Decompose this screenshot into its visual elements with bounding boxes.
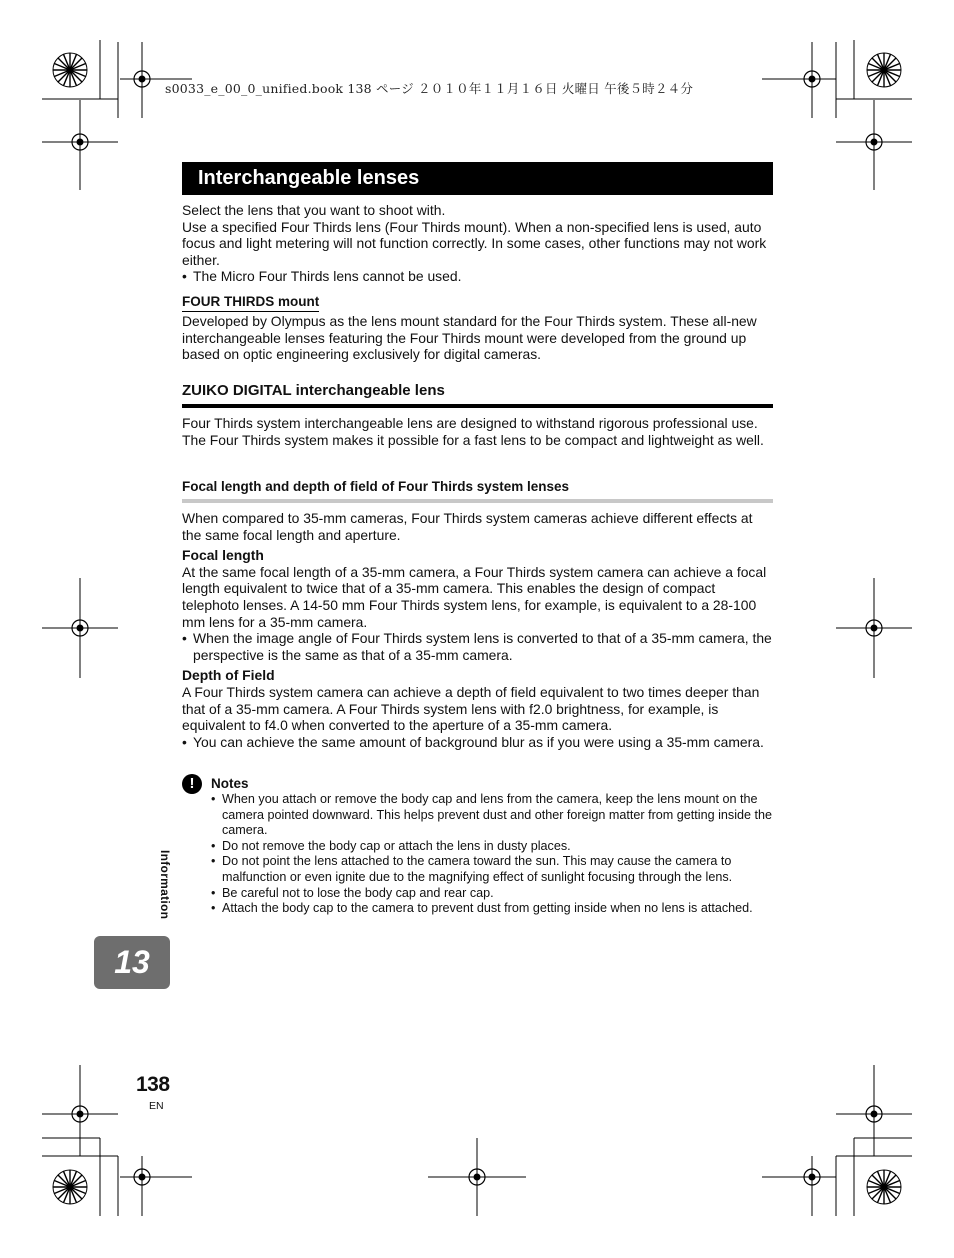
note-item: • Do not point the lens attached to the camera toward the sun. This may cause the camera to malfunction or even ignite due to the magnifying effect of sunlight focusing through the lens. [211,854,773,885]
depth-of-field-body: A Four Thirds system camera can achieve a depth of field equivalent to two times deeper than that of a 35-mm camera. A Four Thirds system lens with f2.0 brightness, for example, is equivalent to f4.0 when converted to the aperture of a 35-mm camera. [182,683,760,734]
notes-list [211,792,773,917]
note-item: • Do not remove the body cap or attach the lens in dusty places. [211,839,773,855]
focal-length-body: At the same focal length of a 35-mm camera, a Four Thirds system camera can achieve a focal length equivalent to twice that of a 35-mm camera. This enables the design of compact telephoto lenses. A 14-50 mm Four Thirds system lens, for example, is equivalent to a 28-100 mm lens for a 35-mm camera. [182,563,767,630]
focal-depth-intro: When compared to 35-mm cameras, Four Thirds system cameras achieve different effects at the same focal length and aperture. [182,510,753,543]
notes-exclamation-icon: ! [182,774,202,794]
depth-of-field-bullet: • You can achieve the same amount of background blur as if you were using a 35-mm camera. [182,734,773,751]
intro-paragraph: Use a specified Four Thirds lens (Four Thirds mount). When a non-specified lens is used, auto focus and light metering will not function correctly. In some cases, other functions may not work either. [182,218,767,268]
four-thirds-mount-heading: FOUR THIRDS mount [182,294,319,312]
intro-bullet: • The Micro Four Thirds lens cannot be used. [182,268,773,285]
print-header: s0033_e_00_0_unified.book 138 ページ ２０１０年１１月１６日 火曜日 午後５時２４分 [165,81,694,96]
note-item: • When you attach or remove the body cap and lens from the camera, keep the lens mount on the camera pointed downward. This helps prevent dust and other foreign matter from getting inside the camera. [211,792,773,839]
intro-line: Select the lens that you want to shoot with. [182,202,446,218]
four-thirds-mount-body: Developed by Olympus as the lens mount standard for the Four Thirds system. These all-new interchangeable lenses featuring the Four Thirds mount were developed from the ground up based on optic engineering exclusively for digital cameras. [182,313,757,363]
page-title: Interchangeable lenses [182,162,773,195]
focal-length-heading: Focal length [182,547,264,564]
section-divider [182,404,773,408]
subsection-divider [182,499,773,503]
chapter-side-label: Information [158,850,172,920]
depth-of-field-heading: Depth of Field [182,667,275,684]
note-item: • Attach the body cap to the camera to prevent dust from getting inside when no lens is attached. [211,901,773,917]
page-language: EN [149,1100,164,1112]
focal-length-bullet: • When the image angle of Four Thirds system lens is converted to that of a 35-mm camera, the perspective is the same as that of a 35-mm camera. [182,630,773,663]
chapter-tab: 13 [94,936,170,989]
page-number: 138 [136,1073,170,1096]
notes-label: Notes [211,776,249,791]
note-item: • Be careful not to lose the body cap and rear cap. [211,886,773,902]
focal-depth-heading: Focal length and depth of field of Four Thirds system lenses [182,479,570,494]
zuiko-body: Four Thirds system interchangeable lens are designed to withstand rigorous professional use. The Four Thirds system makes it possible for a fast lens to be compact and lightweight as well. [182,415,764,448]
focal-depth-section [182,510,773,750]
zuiko-heading: ZUIKO DIGITAL interchangeable lens [182,382,445,399]
intro-section [182,202,773,285]
